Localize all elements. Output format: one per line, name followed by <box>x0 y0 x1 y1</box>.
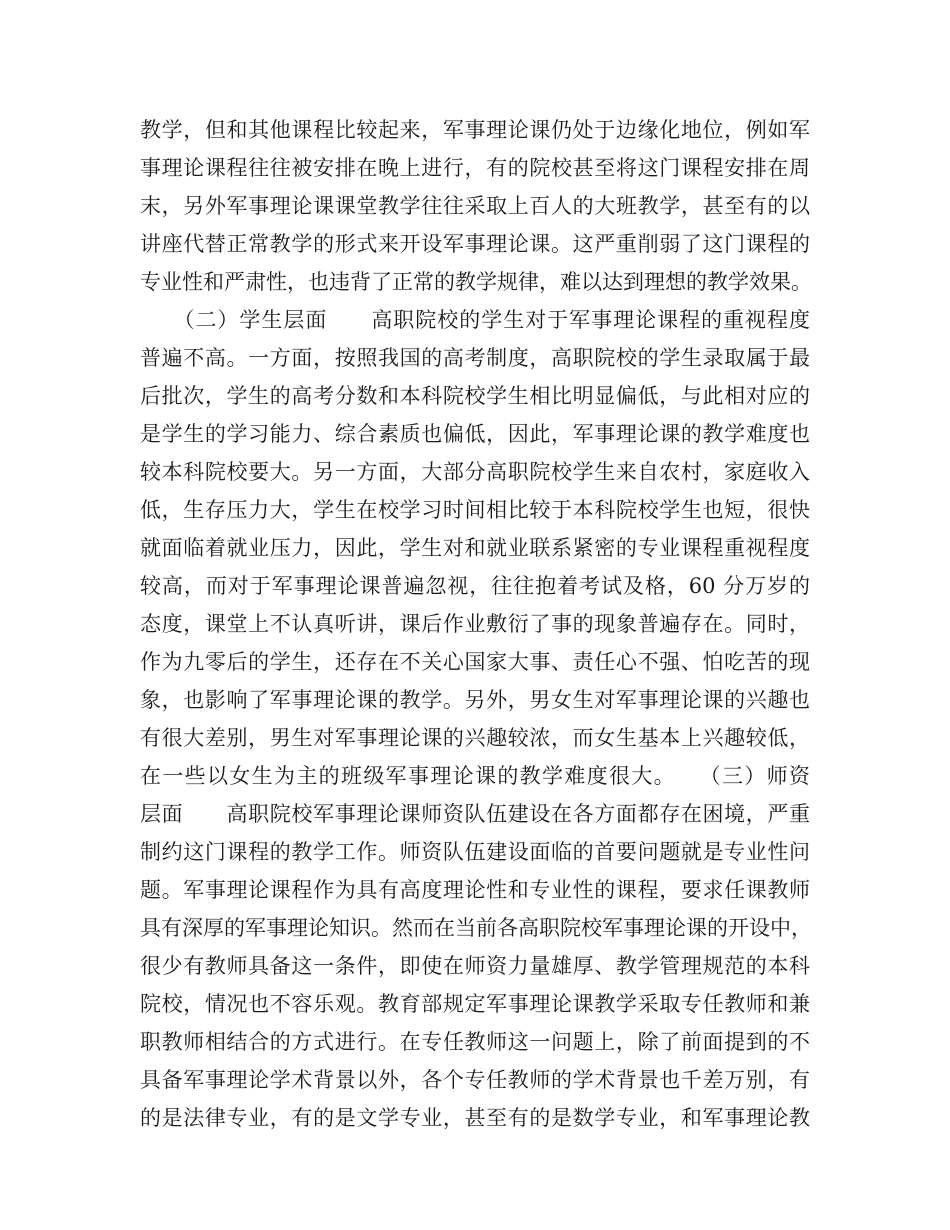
text-line: 较本科院校要大。另一方面，大部分高职院校学生来自农村，家庭收入 <box>140 460 810 484</box>
text-line: 后批次，学生的高考分数和本科院校学生相比明显偏低，与此相对应的 <box>140 384 810 408</box>
text-line: 末，另外军事理论课课堂教学往往采取上百人的大班教学，甚至有的以 <box>140 194 810 218</box>
text-line: 就面临着就业压力，因此，学生对和就业联系紧密的专业课程重视程度 <box>140 536 810 560</box>
text-line: 层面 高职院校军事理论课师资队伍建设在各方面都存在困境，严重 <box>140 802 810 826</box>
text-line: 普遍不高。一方面，按照我国的高考制度，高职院校的学生录取属于最 <box>140 346 810 370</box>
text-line: 讲座代替正常教学的形式来开设军事理论课。这严重削弱了这门课程的 <box>140 232 810 256</box>
text-line: 专业性和严肃性，也违背了正常的教学规律，难以达到理想的教学效果。 <box>140 270 812 294</box>
section-heading-faculty: 在一些以女生为主的班级军事理论课的教学难度很大。 （三）师资 <box>140 764 810 788</box>
text-line: 教学，但和其他课程比较起来，军事理论课仍处于边缘化地位，例如军 <box>140 118 810 142</box>
text-line: 是学生的学习能力、综合素质也偏低，因此，军事理论课的教学难度也 <box>140 422 810 446</box>
text-line: 态度，课堂上不认真听讲，课后作业敷衍了事的现象普遍存在。同时， <box>140 612 810 636</box>
text-line: 低，生存压力大，学生在校学习时间相比较于本科院校学生也短，很快 <box>140 498 810 522</box>
text-line: 具备军事理论学术背景以外，各个专任教师的学术背景也千差万别，有 <box>140 1068 810 1092</box>
text-line: 事理论课程往往被安排在晚上进行，有的院校甚至将这门课程安排在周 <box>140 156 810 180</box>
text-line: 职教师相结合的方式进行。在专任教师这一问题上，除了前面提到的不 <box>140 1030 810 1054</box>
text-line: 有很大差别，男生对军事理论课的兴趣较浓，而女生基本上兴趣较低， <box>140 726 810 750</box>
text-line: 题。军事理论课程作为具有高度理论性和专业性的课程，要求任课教师 <box>140 878 810 902</box>
text-line: 院校，情况也不容乐观。教育部规定军事理论课教学采取专任教师和兼 <box>140 992 810 1016</box>
text-line: 制约这门课程的教学工作。师资队伍建设面临的首要问题就是专业性问 <box>140 840 810 864</box>
text-line: 较高，而对于军事理论课普遍忽视，往往抱着考试及格，60 分万岁的 <box>140 574 810 598</box>
text-line: 象，也影响了军事理论课的教学。另外，男女生对军事理论课的兴趣也 <box>140 688 810 712</box>
text-line: 很少有教师具备这一条件，即使在师资力量雄厚、教学管理规范的本科 <box>140 954 810 978</box>
section-heading-students: （二）学生层面 高职院校的学生对于军事理论课程的重视程度 <box>140 308 810 332</box>
text-line: 作为九零后的学生，还存在不关心国家大事、责任心不强、怕吃苦的现 <box>140 650 810 674</box>
text-line: 具有深厚的军事理论知识。然而在当前各高职院校军事理论课的开设中， <box>140 916 812 940</box>
text-line: 的是法律专业，有的是文学专业，甚至有的是数学专业，和军事理论教 <box>140 1106 810 1130</box>
